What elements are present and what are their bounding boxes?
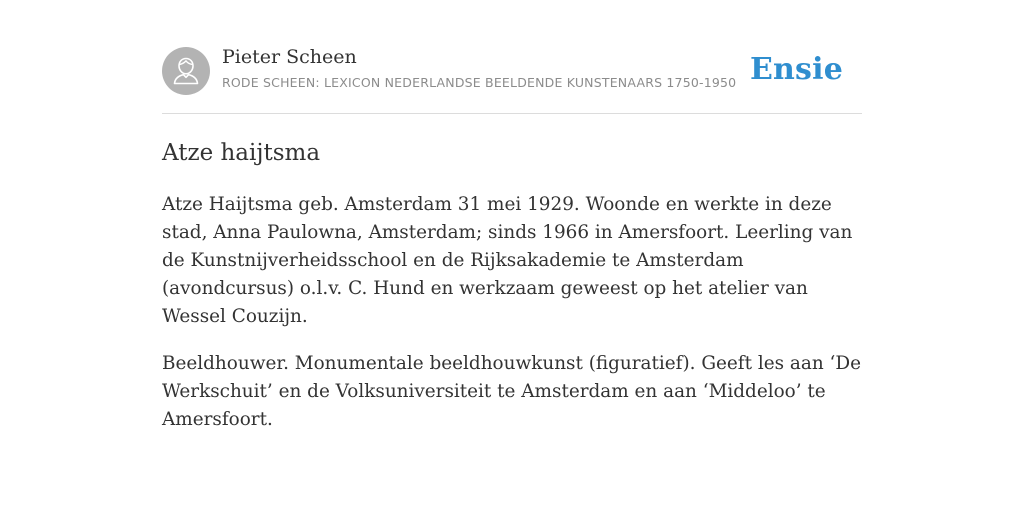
author-name[interactable]: Pieter Scheen (222, 46, 357, 68)
article-card (162, 44, 862, 434)
source-title[interactable]: RODE SCHEEN: LEXICON NEDERLANDSE BEELDENDE KUNSTENAARS 1750-1950 (222, 75, 737, 90)
article-paragraph: Beeldhouwer. Monumentale beeldhouwkunst (figuratief). Geeft les aan ‘De Werkschuit’ en de Volksuniversiteit te Amsterdam en aan ‘Middeloo’ te Amersfoort. (162, 353, 861, 430)
article-title: Atze haijtsma (162, 140, 321, 166)
article-paragraph: Atze Haijtsma geb. Amsterdam 31 mei 1929. Woonde en werkte in deze stad, Anna Paulowna, Amsterdam; sinds 1966 in Amersfoort. Leerling van de Kunstnijverheidsschool en de Rijksakademie te Amsterdam (avondcursus) o.l.v. C. Hund en werkzaam geweest op het atelier van Wessel Couzijn. (162, 194, 853, 327)
user-icon (162, 47, 210, 95)
ensie-logo[interactable]: Ensie (749, 52, 843, 87)
author-avatar[interactable] (162, 47, 210, 95)
article-header (162, 44, 862, 114)
